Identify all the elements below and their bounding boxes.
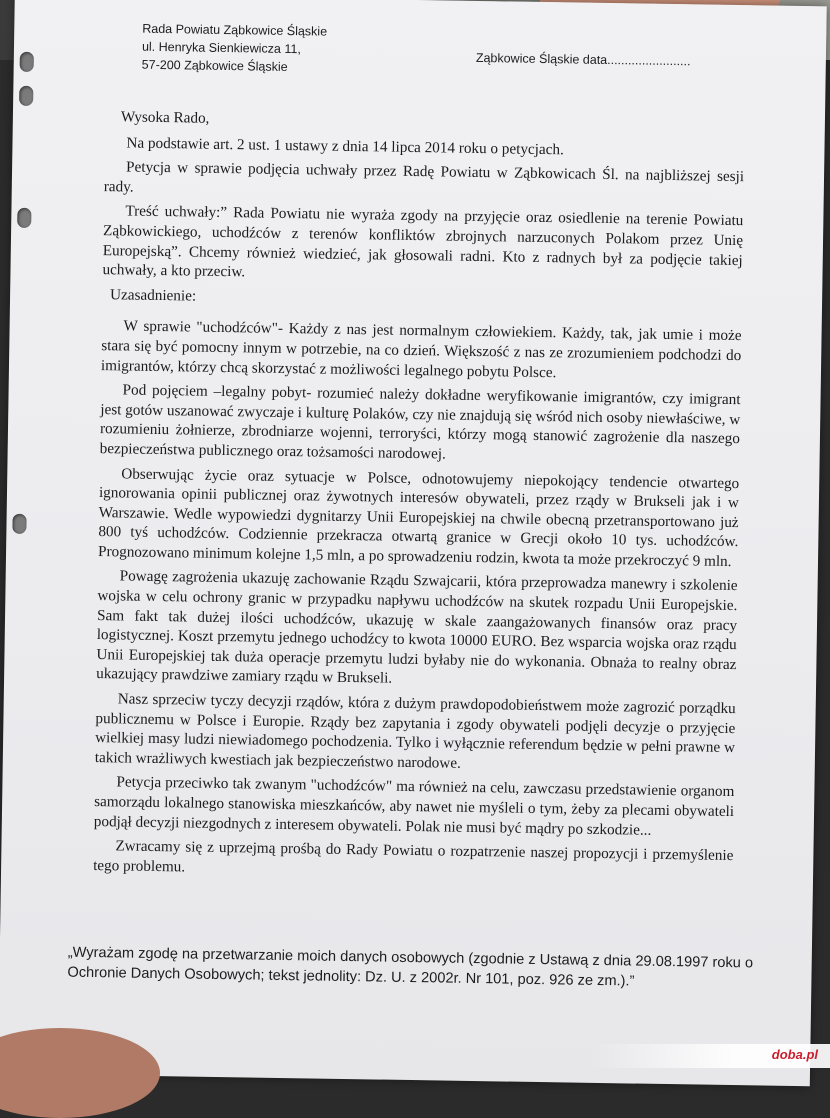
- legal-basis: Na podstawie art. 2 ust. 1 ustawy z dnia 14 lipca 2014 roku o petycjach.: [126, 134, 564, 158]
- binder-hole: [20, 52, 34, 72]
- paragraph: Petycja przeciwko tak zwanym "uchodźców" ma również na celu, zawczasu przedstawienie organom samorządu lokalnego stanowiska mieszkańców, aby nawet nie myśleli o tym, żeby za plecami obywateli podjął decyzji niezgodnych z interesem obywateli. Polak nie musi być mądry po szkodzie...: [93, 773, 735, 839]
- binder-hole: [19, 86, 33, 106]
- address-line: Rada Powiatu Ząbkowice Śląskie: [142, 21, 328, 39]
- binder-hole: [12, 514, 26, 534]
- address-line: ul. Henryka Sienkiewicza 11,: [141, 39, 301, 57]
- data-consent-clause: „Wyrażam zgodę na przetwarzanie moich danych osobowych (zgodnie z Ustawą z dnia 29.08.1997 roku o Ochronie Danych Osobowych; tekst jednolity: Dz. U. z 2002r. Nr 101, poz. 926 ze zm.).”: [67, 944, 754, 990]
- paragraph: Powagę zagrożenia ukazuję zachowanie Rządu Szwajcarii, która przeprowadza manewry i szkolenie wojska w celu ochrony granic w przypadku napływu uchodźców na skutek rozpadu Unii Europejskie. Sam fakt tak dużej ilości uchodźców, ukazuję w skale zaangażowanych finansów oraz pracy logistycznej. Koszt przemytu jednego uchodźcy to kwota 10000 EURO. Bez wsparcia wojska oraz rządu Unii Europejskiej tak duża operacje przemytu ludzi byłaby nie do wykonania. Obnaża to realny obraz ukazujący prawdziwe zamiary rządu w Brukseli.: [96, 567, 738, 688]
- petition-subject: Petycja w sprawie podjęcia uchwały przez Radę Powiatu w Ząbkowicach Śl. na najbliższej sesji rady.: [103, 158, 745, 196]
- salutation: Wysoka Rado,: [120, 108, 210, 127]
- justification-label: Uzasadnienie:: [109, 285, 197, 305]
- letter-body: [93, 107, 745, 885]
- resolution-text: Treść uchwały:” Rada Powiatu nie wyraża zgody na przyjęcie oraz osiedlenie na terenie Powiatu Ząbkowickiego, uchodźców z terenów konfliktów zbrojnych narzuconych Polakom przez Unię Europejską”. Chcemy również wiedzieć, jak głosowali radni. Kto z radnych był za podjęcie takiej uchwały, a kto przeciw.: [102, 202, 744, 281]
- place-date: Ząbkowice Śląskie data........................: [475, 50, 691, 69]
- paragraph: Obserwując życie oraz sytuacje w Polsce, odnotowujemy niepokojący tendencie otwartego ignorowania opinii publicznej oraz żywotnych interesów obywateli, przez rządy w Brukseli jak i w Warszawie. Wedle wypowiedzi dygnitarzy Unii Europejskiej na chwile obecną przetransportowano już 800 tyś uchodźców. Codziennie przekracza otwartą granice w Grecji około 10 tys. uchodźców. Prognozowano minimum kolejne 1,5 mln, a po sprowadzeniu rodzin, kwota ta może przekroczyć 9 mln.: [97, 464, 740, 570]
- binder-hole: [17, 208, 31, 228]
- watermark-logo-text: doba.pl: [771, 1047, 818, 1062]
- paragraph: W sprawie "uchodźców"- Każdy z nas jest normalnym człowiekiem. Każdy, tak, jak umie i może stara się być pomocny innym w potrzebie, na co dzień. Większość z nas ze zrozumieniem podchodzi do imigrantów, którzy chcą skorzystać z możliwości legalnego pobytu Polsce.: [100, 317, 742, 381]
- recipient-address: [142, 20, 328, 77]
- paragraph: Nasz sprzeciw tyczy decyzji rządów, która z dużym prawdopodobieństwem może zagrozić porządku publicznemu w Polsce i Europie. Rządy bez zapytania i zgody obywateli podjęli decyzje o przyjęcie wielkiej masy ludzi niewiadomego pochodzenia. Tylko i wyłącznie referendum będzie w pełni prawne w takich wrażliwych kwestiach jak bezpieczeństwo narodowe.: [94, 690, 736, 772]
- site-watermark: [590, 1044, 830, 1068]
- address-line: 57-200 Ząbkowice Śląskie: [141, 57, 288, 74]
- paragraph: Zwracamy się z uprzejmą prośbą do Rady Powiatu o rozpatrzenie naszej propozycji i przemyślenie tego problemu.: [93, 837, 734, 876]
- paragraph: Pod pojęciem –legalny pobyt- rozumieć należy dokładne weryfikowanie imigrantów, czy imigrant jest gotów uszanować zwyczaje i kulturę Polaków, czy nie znajdują się wśród nich osoby niewłaściwe, w rozumieniu żołnierze, zbrodniarze wojenni, terroryści, którzy mogą stanowić zagrożenie dla naszego bezpieczeństwa publicznego oraz tożsamości narodowej.: [99, 381, 741, 463]
